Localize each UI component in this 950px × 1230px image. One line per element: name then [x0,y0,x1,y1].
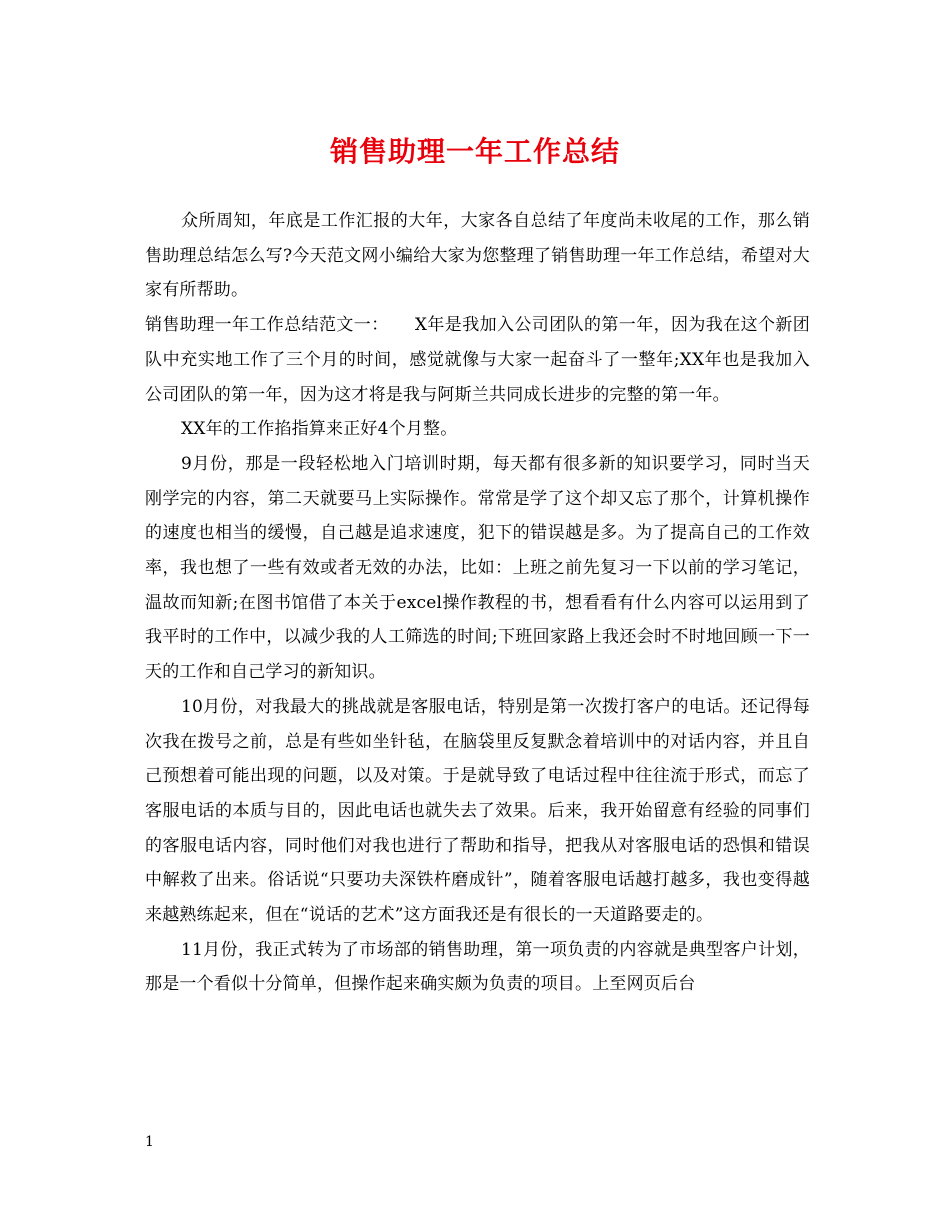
paragraph-october: 10月份，对我最大的挑战就是客服电话，特别是第一次拨打客户的电话。还记得每次我在拨号之前，总是有些如坐针毡，在脑袋里反复默念着培训中的对话内容，并且自己预想着可能出现的问题，以及对策。于是就导致了电话过程中往往流于形式，而忘了客服电话的本质与目的，因此电话也就失去了效果。后来，我开始留意有经验的同事们的客服电话内容，同时他们对我也进行了帮助和指导，把我从对客服电话的恐惧和错误中解救了出来。俗话说“只要功夫深铁杵磨成针”，随着客服电话越打越多，我也变得越来越熟练起来，但在“说话的艺术”这方面我还是有很长的一天道路要走的。 [145,696,810,926]
page-number: 1 [145,1134,154,1150]
paragraph-intro: 众所周知，年底是工作汇报的大年，大家各自总结了年度尚未收尾的工作，那么销售助理总结怎么写?今天范文网小编给大家为您整理了销售助理一年工作总结，希望对大家有所帮助。 [145,211,810,301]
paragraph-november: 11月份，我正式转为了市场部的销售助理，第一项负责的内容就是典型客户计划，那是一个看似十分简单，但操作起来确实颇为负责的项目。上至网页后台 [145,939,810,995]
paragraph-four-months: XX年的工作掐指算来正好4个月整。 [181,419,458,440]
paragraph-september: 9月份，那是一段轻松地入门培训时期，每天都有很多新的知识要学习，同时当天刚学完的内容，第二天就要马上实际操作。常常是学了这个却又忘了那个，计算机操作的速度也相当的缓慢，自己越是追求速度，犯下的错误越是多。为了提高自己的工作效率，我也想了一些有效或者无效的办法，比如：上班之前先复习一下以前的学习笔记，温故而知新;在图书馆借了本关于excel操作教程的书，想看看有什么内容可以运用到了我平时的工作中，以减少我的人工筛选的时间;下班回家路上我还会时不时地回顾一下一天的工作和自己学习的新知识。 [145,453,810,683]
document-title: 销售助理一年工作总结 [329,135,620,168]
paragraph-sample-one: 销售助理一年工作总结范文一： X年是我加入公司团队的第一年，因为我在这个新团队中充实地工作了三个月的时间，感觉就像与大家一起奋斗了一整年;XX年也是我加入公司团队的第一年，因为这才将是我与阿斯兰共同成长进步的完整的第一年。 [145,315,810,405]
document-body [145,204,810,1002]
